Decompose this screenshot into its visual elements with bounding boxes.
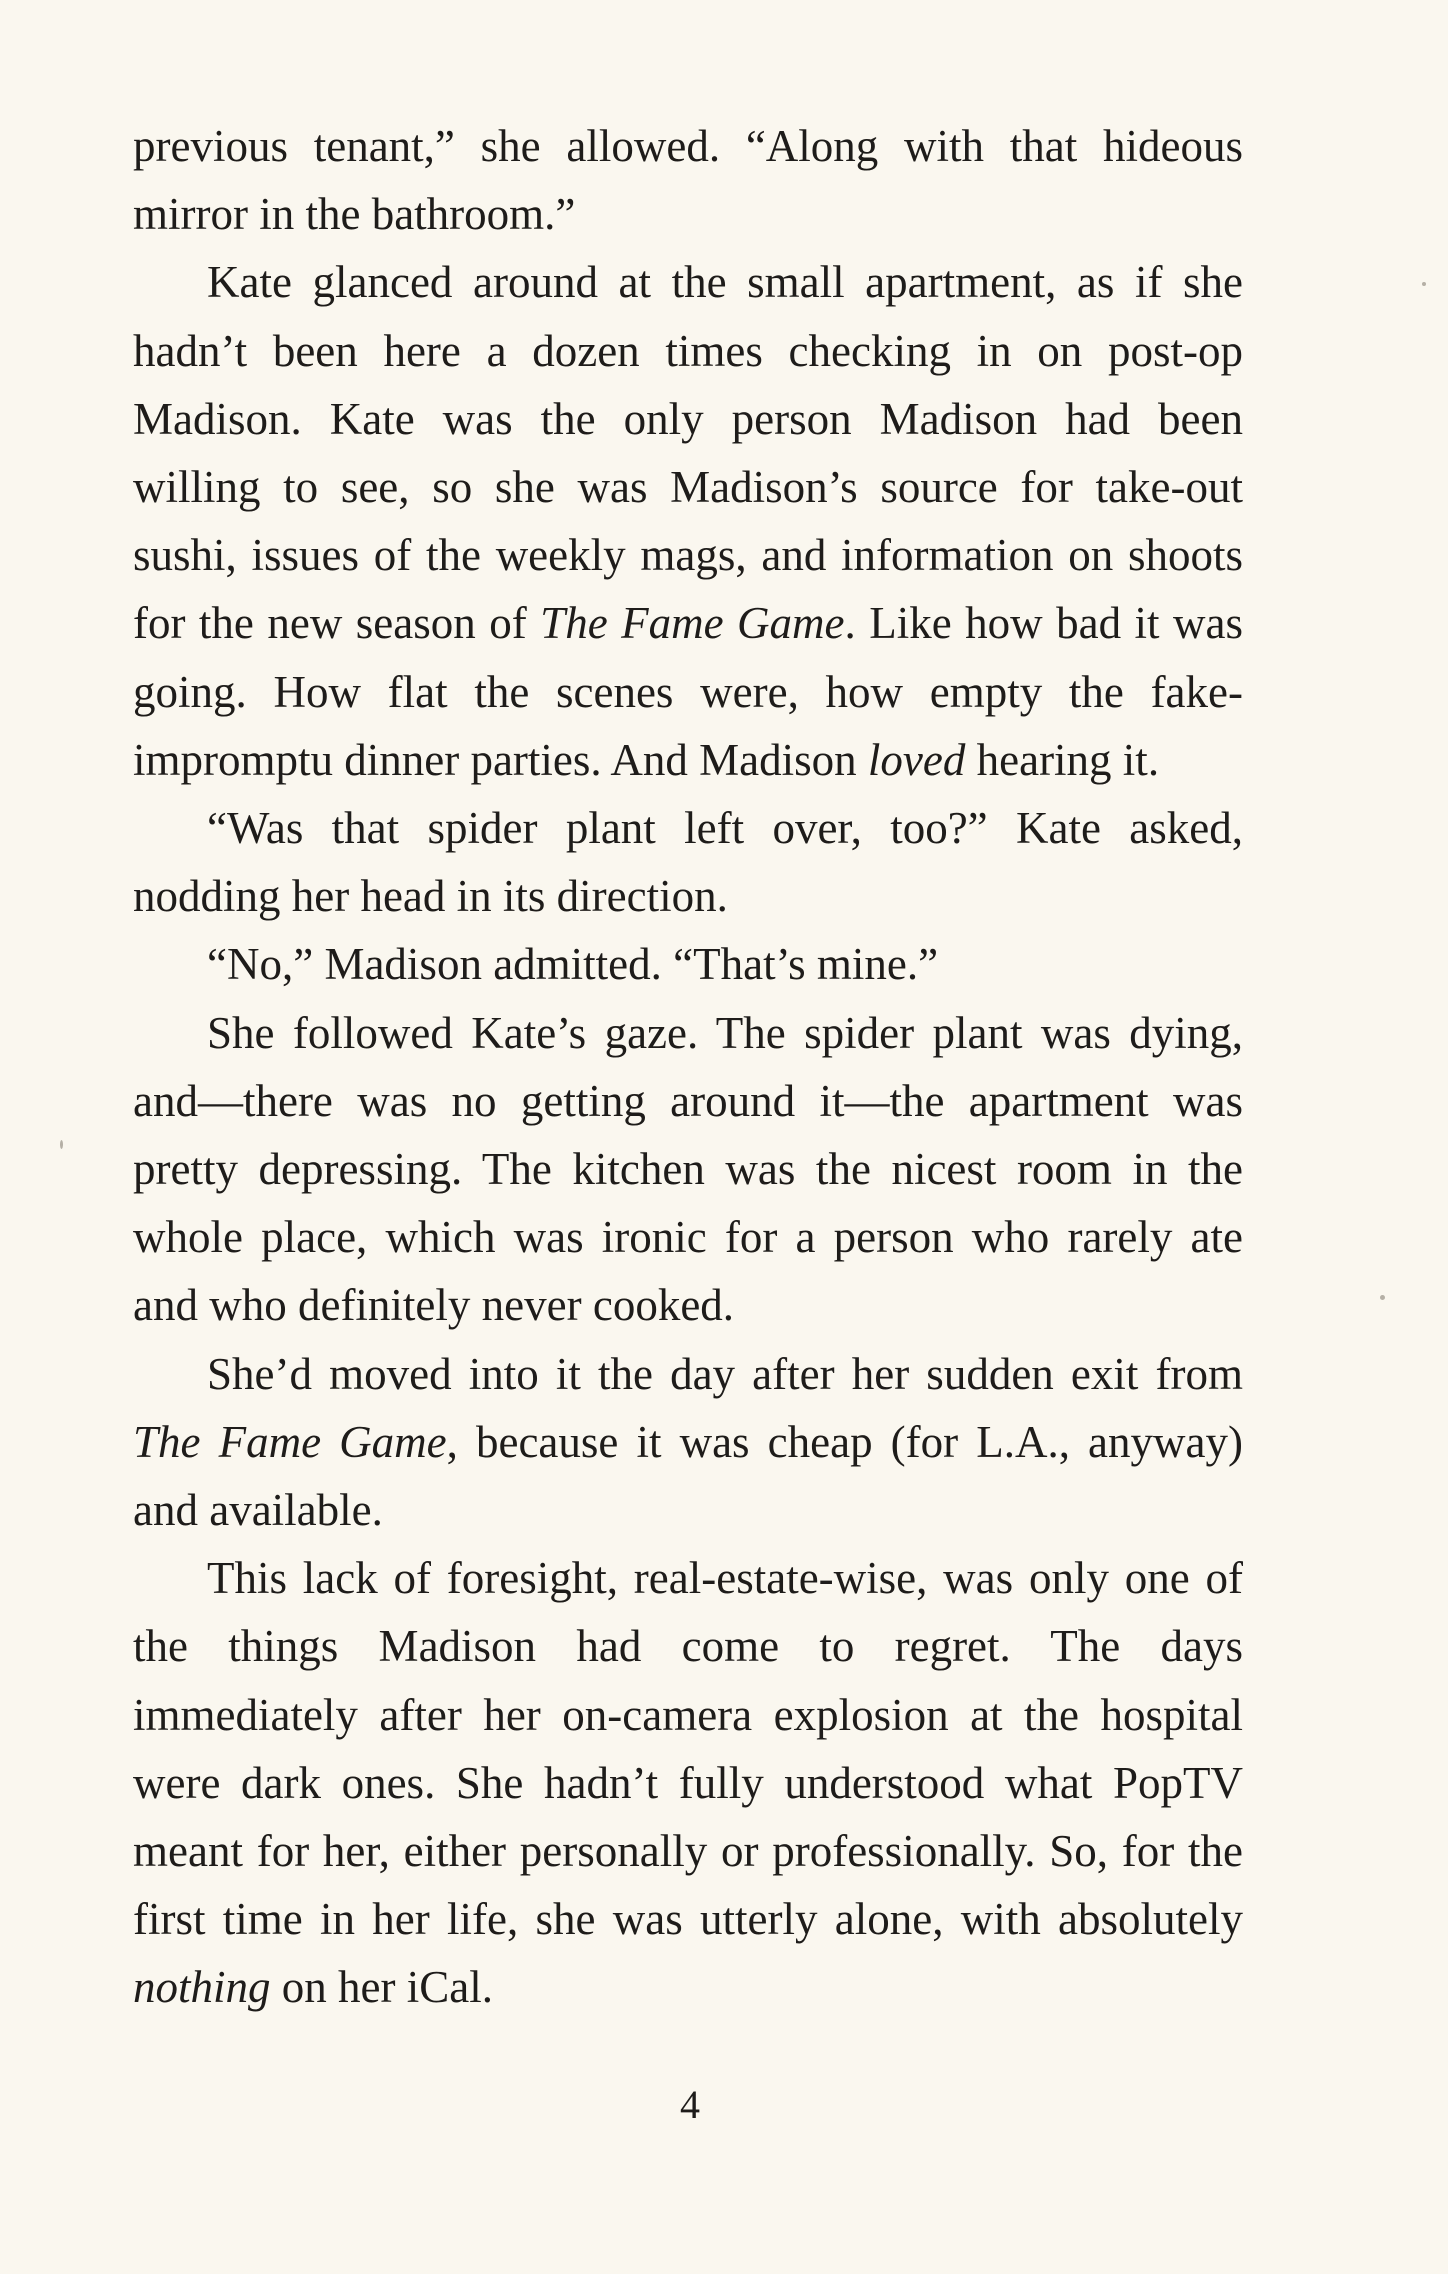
paragraph [133, 112, 1243, 248]
text-run: hearing it. [965, 734, 1160, 785]
text-run: Kate glanced around at the small apartment, as if she hadn’t been here a dozen times checking in on post-op Madison. Kate was the only person Madison had been willing to see, so she was Madison’s source for take-out sushi, issues of the weekly mags, and information on shoots for the new season of [133, 257, 1243, 649]
text-run: “No,” Madison admitted. “That’s mine.” [207, 939, 939, 990]
body-text [133, 112, 1243, 2022]
text-run: . Like how bad it was going. How flat the scenes were, how empty the fake-impromptu dinner parties. And Madison [133, 598, 1244, 785]
paragraph [133, 930, 1243, 998]
paper-speck [1380, 1295, 1385, 1300]
italic-text: nothing [133, 1962, 271, 2013]
page-number: 4 [680, 2082, 700, 2127]
italic-text: loved [867, 734, 966, 785]
text-run: She’d moved into it the day after her sudden exit from [207, 1348, 1243, 1399]
text-run: , because it was cheap (for L.A., anyway) and available. [133, 1416, 1243, 1536]
text-run: previous tenant,” she allowed. “Along with that hideous mirror in the bathroom.” [133, 121, 1243, 240]
paragraph [133, 794, 1243, 930]
paper-speck [1422, 282, 1426, 286]
text-run: “Was that spider plant left over, too?” Kate asked, nodding her head in its direction. [133, 803, 1243, 922]
paragraph [133, 999, 1243, 1340]
text-run: She followed Kate’s gaze. The spider plant was dying, and—there was no getting around it—the apartment was pretty depressing. The kitchen was the nicest room in the whole place, which was ironic for a person who rarely ate and who definitely never cooked. [133, 1007, 1243, 1331]
text-run: This lack of foresight, real-estate-wise, was only one of the things Madison had come to regret. The days immediately after her on-camera explosion at the hospital were dark ones. She hadn’t fully understood what PopTV meant for her, either personally or professionally. So, for the first time in her life, she was utterly alone, with absolutely [133, 1553, 1243, 1945]
italic-text: The Fame Game [133, 1416, 447, 1467]
paper-speck [60, 1140, 63, 1149]
paragraph [133, 1544, 1243, 2021]
text-run: on her iCal. [270, 1962, 493, 2013]
paragraph [133, 248, 1243, 794]
paragraph [133, 1340, 1243, 1545]
italic-text: The Fame Game [540, 598, 845, 649]
